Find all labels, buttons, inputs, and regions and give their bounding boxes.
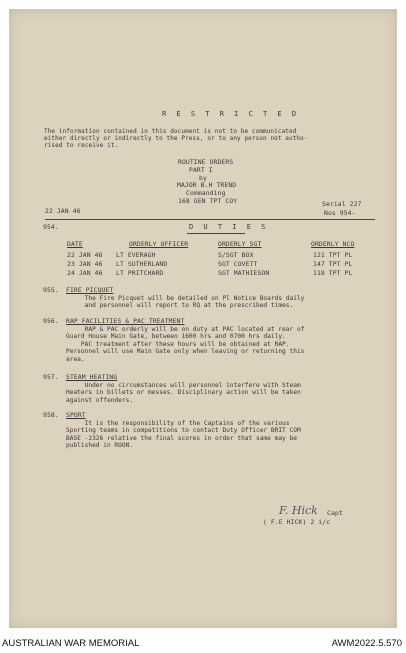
section-956-body: RAP & PAC orderly will be on duty at PAC located at rear of Guard House Main Gate, between 1600 hrs and 0700 hrs daily. PAC treatment after these hours will be obtained at RAP. Personnel will use Main Gate only when leaving or returning this area. bbox=[66, 326, 305, 363]
handwritten-signature: F. Hick bbox=[279, 504, 318, 517]
section-955-body: The Fire Picquet will be detailed on Pl Notice Boards daily and personnel will report to RQ at the prescribed times. bbox=[84, 295, 305, 310]
document-sheet bbox=[9, 9, 397, 628]
duty-row-1-officer: LT EVERAGH bbox=[116, 251, 156, 259]
duty-row-1-date: 22 JAN 46 bbox=[67, 251, 103, 259]
section-957-number: 957. bbox=[43, 373, 59, 381]
orders-author: MAJOR B.H TREND bbox=[177, 181, 237, 189]
duty-row-3-officer: LT PRITCHARD bbox=[116, 269, 164, 277]
orders-date: 22 JAN 46 bbox=[45, 207, 81, 215]
duties-header-nco: ORDERLY NCO bbox=[311, 240, 355, 248]
section-955-title: FIRE PICQUET bbox=[66, 286, 114, 294]
duties-title-underline bbox=[187, 233, 245, 234]
notice-line-2: either directly or indirectly to the Press, or to any person not autho- bbox=[44, 135, 308, 142]
section-957-body: Under no circumstances will personnel interfere with Steam Heaters in billets or messes. Disciplinary action will be taken against offenders. bbox=[66, 382, 301, 404]
signature-block: ( F.E HICK) 2 i/c bbox=[263, 518, 331, 526]
orders-nos: Nos 954- bbox=[324, 209, 356, 217]
signature-rank: Capt bbox=[327, 509, 343, 517]
duty-row-3-date: 24 JAN 46 bbox=[67, 269, 103, 277]
header-divider bbox=[45, 219, 375, 220]
duty-row-2-nco: 147 TPT PL bbox=[313, 260, 353, 268]
orders-serial: Serial 227 bbox=[322, 200, 362, 208]
section-958-body: It is the responsibility of the Captains of the various Sporting teams in competitions to contact Duty Officer BRIT COM BASE -2326 relative the final scores in order that same may be published in ROON. bbox=[66, 420, 301, 450]
duties-header-date: DATE bbox=[67, 240, 83, 248]
duty-row-2-officer: LT SUTHERLAND bbox=[116, 260, 168, 268]
duty-row-3-nco: 118 TPT PL bbox=[313, 269, 353, 277]
duty-row-3-sgt: SGT MATHIESON bbox=[218, 269, 270, 277]
footer-collection-name: AUSTRALIAN WAR MEMORIAL bbox=[2, 638, 140, 649]
orders-title: ROUTINE ORDERS bbox=[178, 158, 234, 166]
notice-line-3: rised to receive it. bbox=[44, 142, 119, 149]
orders-unit: 168 GEN TPT COY bbox=[178, 197, 238, 205]
orders-by: by bbox=[199, 174, 207, 182]
notice-line-1: The information contained in this document is not to be communicated bbox=[44, 128, 297, 135]
section-956-title: RAP FACILITIES & PAC TREATMENT bbox=[66, 317, 185, 325]
section-956-number: 956. bbox=[43, 317, 59, 325]
footer-accession-number: AWM2022.5.570 bbox=[331, 638, 402, 649]
section-957-title: STEAM HEATING bbox=[66, 373, 118, 381]
section-958-title: SPORT bbox=[66, 411, 86, 419]
duties-title: D U T I E S bbox=[189, 223, 269, 231]
duties-header-sgt: ORDERLY SGT bbox=[218, 240, 262, 248]
duty-row-2-date: 23 JAN 46 bbox=[67, 260, 103, 268]
duty-row-2-sgt: SGT COVETT bbox=[218, 260, 258, 268]
orders-commanding: Commanding bbox=[186, 189, 226, 197]
section-958-number: 958. bbox=[43, 411, 59, 419]
duty-row-1-sgt: S/SGT BOX bbox=[218, 251, 254, 259]
duties-number: 954. bbox=[43, 223, 59, 231]
classification-heading: R E S T R I C T E D bbox=[162, 110, 300, 118]
duties-header-officer: ORDERLY OFFICER bbox=[129, 240, 189, 248]
duty-row-1-nco: 121 TPT PL bbox=[313, 251, 353, 259]
orders-part: PART I bbox=[189, 166, 213, 174]
section-955-number: 955. bbox=[43, 286, 59, 294]
